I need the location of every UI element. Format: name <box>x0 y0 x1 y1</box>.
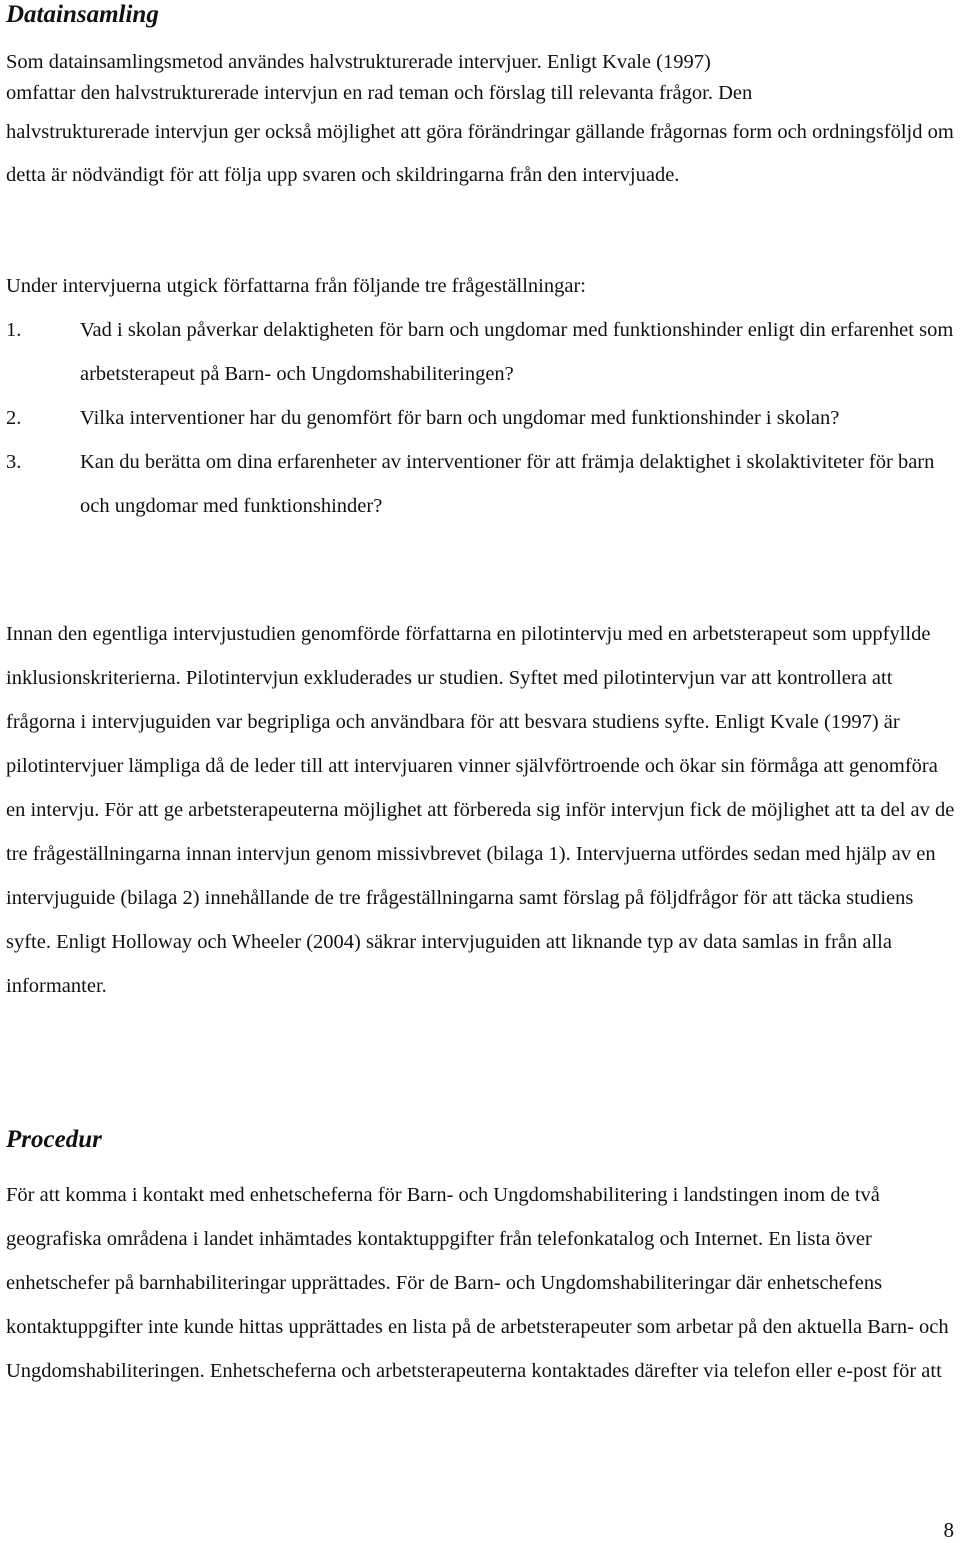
question-text: Vad i skolan påverkar delaktigheten för barn och ungdomar med funktionshinder enligt din erfarenhet som arbetsterapeut på Barn- och Ungdomshabiliteringen? <box>80 319 954 385</box>
questions-lead: Under intervjuerna utgick författarna från följande tre frågeställningar: <box>6 275 586 297</box>
list-item <box>6 440 958 528</box>
question-text: Kan du berätta om dina erfarenheter av interventioner för att främja delaktighet i skolaktiviteter för barn och ungdomar med funktionshinder? <box>80 451 935 517</box>
intro-line-2: omfattar den halvstrukturerade intervjun en rad teman och förslag till relevanta frågor. Den <box>6 82 753 104</box>
question-number: 3. <box>6 451 22 473</box>
pilot-paragraph: Innan den egentliga intervjustudien genomförde författarna en pilotintervju med en arbetsterapeut som uppfyllde inklusionskriterierna. Pilotintervjun exkluderades ur studien. Syftet med pilotintervjun var att kontrollera att frågorna i intervjuguiden var begripliga och användbara för att besvara studiens syfte. Enligt Kvale (1997) är pilotintervjuer lämpliga då de leder till att intervjuaren vinner självförtroende och ökar sin förmåga att genomföra en intervju. För att ge arbetsterapeuterna möjlighet att förbereda sig inför intervjun fick de möjlighet att ta del av de tre frågeställningarna innan intervjun genom missivbrevet (bilaga 1). Intervjuerna utfördes sedan med hjälp av en intervjuguide (bilaga 2) innehållande de tre frågeställningarna samt förslag på följdfrågor för att täcka studiens syfte. Enligt Holloway och Wheeler (2004) säkrar intervjuguiden att liknande typ av data samlas in från alla informanter. <box>6 623 955 997</box>
question-number: 1. <box>6 319 22 341</box>
page-number: 8 <box>943 1518 954 1542</box>
list-item <box>6 396 958 440</box>
list-item <box>6 308 958 396</box>
question-text: Vilka interventioner har du genomfört för barn och ungdomar med funktionshinder i skolan? <box>80 407 840 429</box>
section-heading-datainsamling: Datainsamling <box>6 1 159 28</box>
intro-paragraph-lines <box>6 47 958 109</box>
procedure-paragraph: För att komma i kontakt med enhetscheferna för Barn- och Ungdomshabilitering i landstingen inom de två geografiska områdena i landet inhämtades kontaktuppgifter från telefonkatalog och Internet. En lista över enhetschefer på barnhabiliteringar upprättades. För de Barn- och Ungdomshabiliteringar där enhetschefens kontaktuppgifter inte kunde hittas upprättades en lista på de arbetsterapeuter som arbetar på den aktuella Barn- och Ungdomshabiliteringen. Enhetscheferna och arbetsterapeuterna kontaktades därefter via telefon eller e-post för att <box>6 1184 949 1382</box>
intro-line-1: Som datainsamlingsmetod användes halvstrukturerade intervjuer. Enligt Kvale (1997) <box>6 51 711 73</box>
question-list <box>6 308 958 528</box>
intro-paragraph-rest: halvstrukturerade intervjun ger också möjlighet att göra förändringar gällande frågornas form och ordningsföljd om detta är nödvändigt för att följa upp svaren och skildringarna från den intervjuade. <box>6 121 954 186</box>
section-heading-procedur: Procedur <box>6 1126 102 1153</box>
question-number: 2. <box>6 407 22 429</box>
